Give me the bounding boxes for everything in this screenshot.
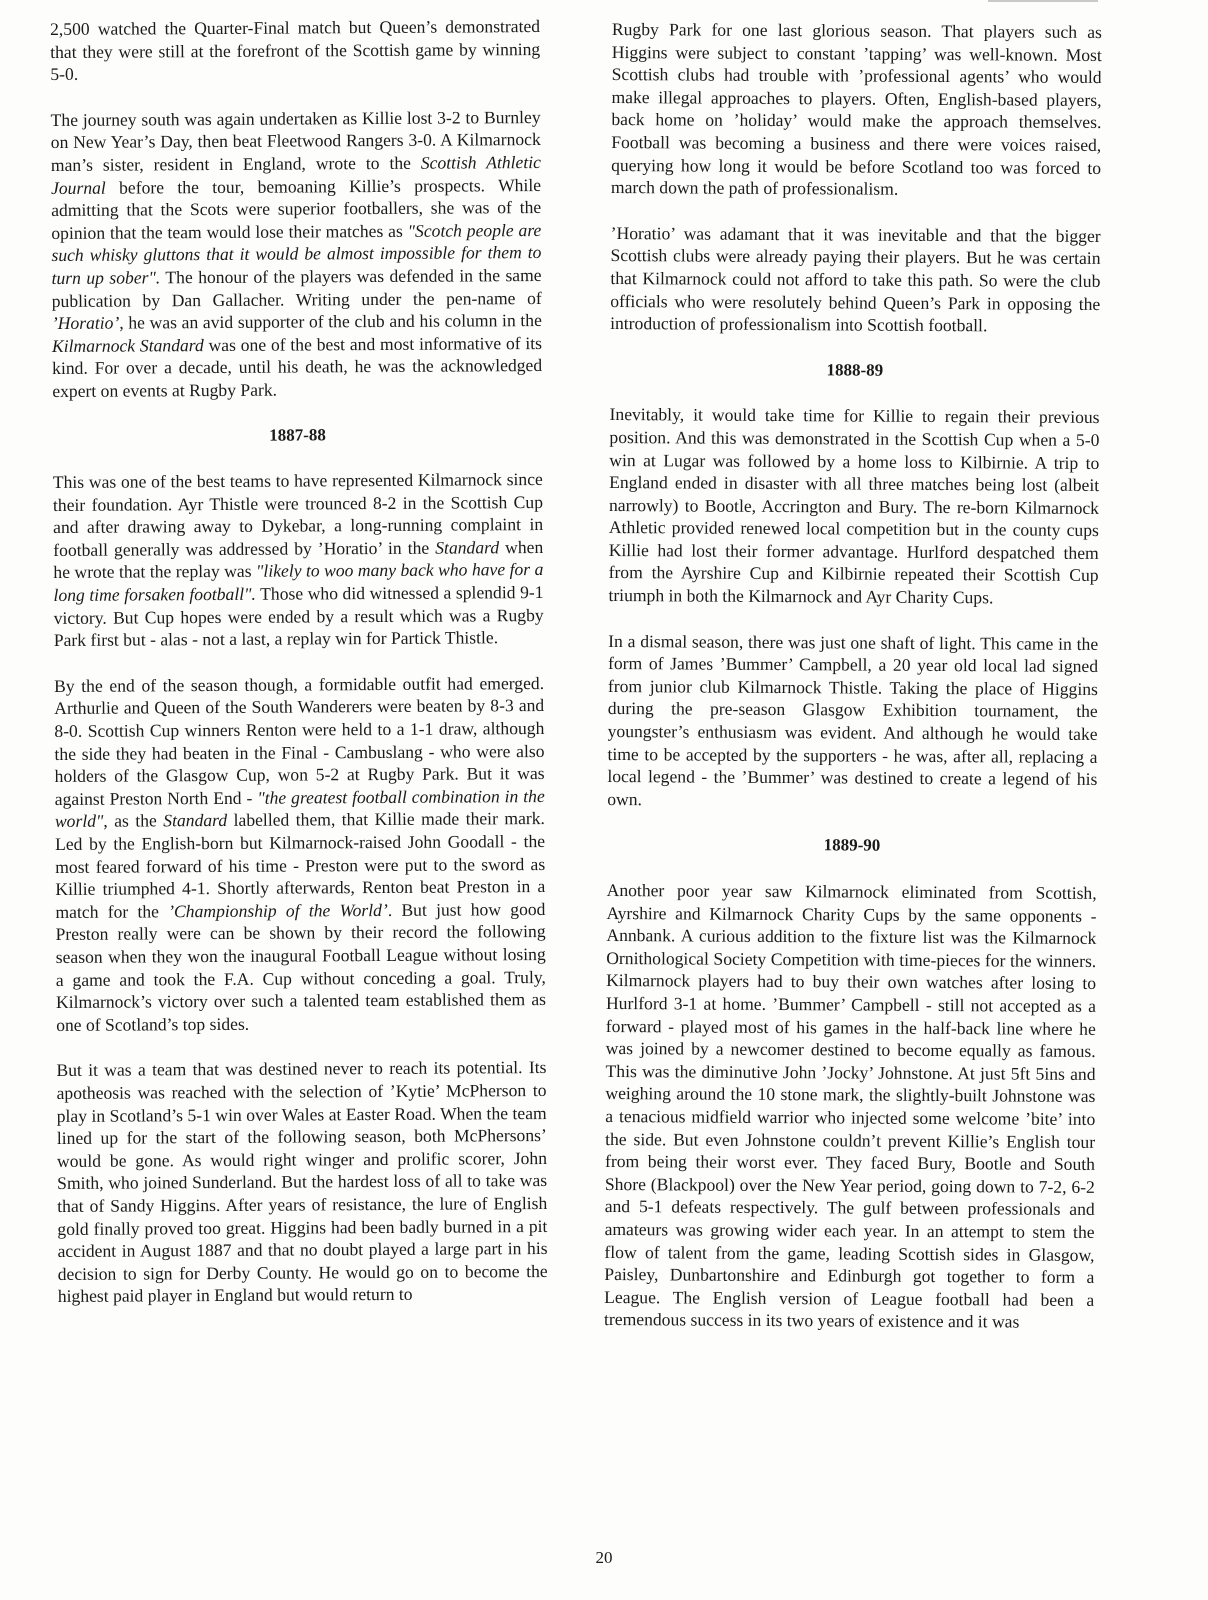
paragraph — [54, 672, 546, 1036]
paragraph: 2,500 watched the Quarter-Final match but Queen’s demonstrated that they were still at the forefront of the Scottish game by winning 5-0. — [50, 16, 541, 85]
text-run: By the end of the season though, a formidable outfit had emerged. Arthurlie and Queen of the South Wanderers were beaten by 8-3 and 8-0. Scottish Cup winners Renton were held to a 1-1 draw, although the side they had beaten in the Final - Cambuslang - who were also holders of the Glasgow Cup, won 5-2 at Rugby Park. But it was against Preston North End - — [54, 672, 545, 809]
quotation: "likely to woo many back who have for a long time forsaken football". — [53, 559, 544, 606]
quotation: "Scotch people are such whisky gluttons that it would be almost impossible for them to turn up sober". — [51, 219, 542, 288]
paragraph: Inevitably, it would take time for Killie to regain their previous position. And this was demonstrated in the Scottish Cup when a 5-0 win at Lugar was followed by a home loss to Kilbirnie. A trip to England ended in disaster with all three matches being lost (albeit narrowly) to Bootle, Accrington and Bury. The re-born Kilmarnock Athletic provided renewed local competition but in the county cups Killie had lost their former advantage. Hurlford despatched them from the Ayrshire Cup and Kilbirnie repeated their Scottish Cup triumph in both the Kilmarnock and Ayr Charity Cups. — [608, 404, 1100, 608]
text-run: Those who did witnessed a splendid 9-1 victory. But Cup hopes were ended by a result which was a Rugby Park first but - alas - not a last, a replay win for Partick Thistle. — [53, 582, 544, 651]
text-run: , as the — [103, 810, 164, 832]
text-run: before the tour, bemoaning Killie’s prospects. While admitting that the Scots were superior footballers, she was of the opinion that the team would lose their matches as — [51, 174, 542, 243]
publication-title: Scottish Athletic Journal — [50, 151, 541, 198]
paragraph — [53, 468, 544, 652]
paragraph: But it was a team that was destined never to reach its potential. Its apotheosis was reached with the selection of ’Kytie’ McPherson to play in Scotland’s 5-1 win over Wales at Easter Road. When the team lined up for the start of the following season, both McPhersons’ would be gone. As would right winger and prolific scorer, John Smith, who joined Sunderland. But the hardest loss of all to take was that of Sandy Higgins. After years of resistance, the lure of English gold finally proved too great. Higgins had been badly burned in a pit accident in August 1887 and that no doubt played a large part in his decision to sign for Derby County. He would go on to become the highest paid player in England but would return to — [56, 1057, 548, 1307]
paragraph: Rugby Park for one last glorious season. That players such as Higgins were subject to constant ’tapping’ was well-known. Most Scottish clubs had trouble with ’professional agents’ who would make illegal approaches to players. Often, English-based players, back home on ’holiday’ would make the approach themselves. Football was becoming a business and there were voices raised, querying how long it would be before Scotland too was forced to march down the path of professionalism. — [610, 18, 1102, 199]
season-heading: 1888-89 — [826, 360, 884, 380]
paragraph: In a dismal season, there was just one shaft of light. This came in the form of James ’Bummer’ Campbell, a 20 year old local lad signed from junior club Kilmarnock Thistle. Taking the place of Higgins during the pre-season Glasgow Exhibition tournament, the youngster’s enthusiasm was evident. And although he would take time to be accepted by the supporters - he was, after all, replacing a local legend - the ’Bummer’ was destined to create a legend of his own. — [607, 630, 1099, 810]
season-heading: 1889-90 — [823, 835, 881, 856]
quotation: ’Championship of the World’ — [168, 899, 388, 922]
text-run: was one of the best and most informative of its kind. For over a decade, until his death, he was the acknowledged expert on events at Rugby Park. — [52, 332, 543, 401]
text-run: . But just how good Preston really were can be shown by their record the following season when they won the inaugural Football League without losing a game and took the F.A. Cup without conceding a goal. Truly, Kilmarnock’s victory over such a talented team established them as one of Scotland’s top sides. — [55, 898, 547, 1035]
text-run: labelled them, that Killie made their mark. Led by the English-born but Kilmarnock-raised John Goodall - the most feared forward of his time - Preston were put to the sword as Killie triumphed 4-1. Shortly afterwards, Renton beat Preston in a match for the — [54, 808, 546, 922]
publication-title: Standard — [163, 810, 228, 831]
left-column — [50, 15, 548, 1331]
right-column — [604, 18, 1102, 1357]
paragraph: ’Horatio’ was adamant that it was inevitable and that the bigger Scottish clubs were already paying their players. But he was certain that Kilmarnock could not afford to take this path. So were the club officials who were resolutely behind Queen’s Park in opposing the introduction of professionalism into Scottish football. — [610, 222, 1101, 336]
season-heading: 1887-88 — [269, 424, 326, 445]
pen-name: ’Horatio’ — [51, 312, 120, 334]
text-run: This was one of the best teams to have represented Kilmarnock since their foundation. Ayr Thistle were trounced 8-2 in the Scottish Cup and after drawing away to Dykebar, a long-running complaint in football generally was addressed by ’Horatio’ in the — [52, 469, 544, 560]
quotation: "the greatest football combination in the world" — [54, 785, 545, 832]
paragraph: Another poor year saw Kilmarnock eliminated from Scottish, Ayrshire and Kilmarnock Charity Cups by the same opponents - Annbank. A curious addition to the fixture list was the Kilmarnock Ornithological Society Competition with time-pieces for the winners. Kilmarnock players had to buy their own watches after losing to Hurlford 3-1 at home. ’Bummer’ Campbell - still not accepted as a forward - played most of his games in the half-back line where he was joined by a newcomer destined to become equally as famous. This was the diminutive John ’Jocky’ Johnstone. At just 5ft 5ins and weighing around the 10 stone mark, the slightly-built Johnstone was a tenacious midfield warrior who injected some welcome ’bite’ into the side. But even Johnstone couldn’t prevent Killie’s English tour from being their worst ever. They faced Bury, Bootle and South Shore (Blackpool) over the New Year period, going down to 7-2, 6-2 and 5-1 defeats respectively. The gulf between professionals and amateurs was growing wider each year. In an attempt to stem the flow of talent from the game, leading Scottish sides in Glasgow, Paisley, Dunbartonshire and Edinburgh got together to form a League. The English version of League football had been a tremendous success in its two years of existence and it was — [603, 879, 1097, 1332]
page-number: 20 — [595, 1548, 613, 1567]
text-run: The journey south was again undertaken as Killie lost 3-2 to Burnley on New Year’s Day, then beat Fleetwood Rangers 3-0. A Kilmarnock man’s sister, resident in England, wrote to the — [50, 106, 541, 175]
scan-edge-mark — [988, 0, 1098, 2]
publication-title: Kilmarnock Standard — [51, 334, 204, 356]
text-run: , he was an avid supporter of the club and his column in the — [119, 310, 542, 333]
text-run: when he wrote that the replay was — [53, 536, 544, 583]
paragraph — [51, 106, 543, 403]
text-run: The honour of the players was defended in the same publication by Dan Gallacher. Writing under the pen-name of — [51, 264, 542, 311]
publication-title: Standard — [435, 537, 500, 558]
